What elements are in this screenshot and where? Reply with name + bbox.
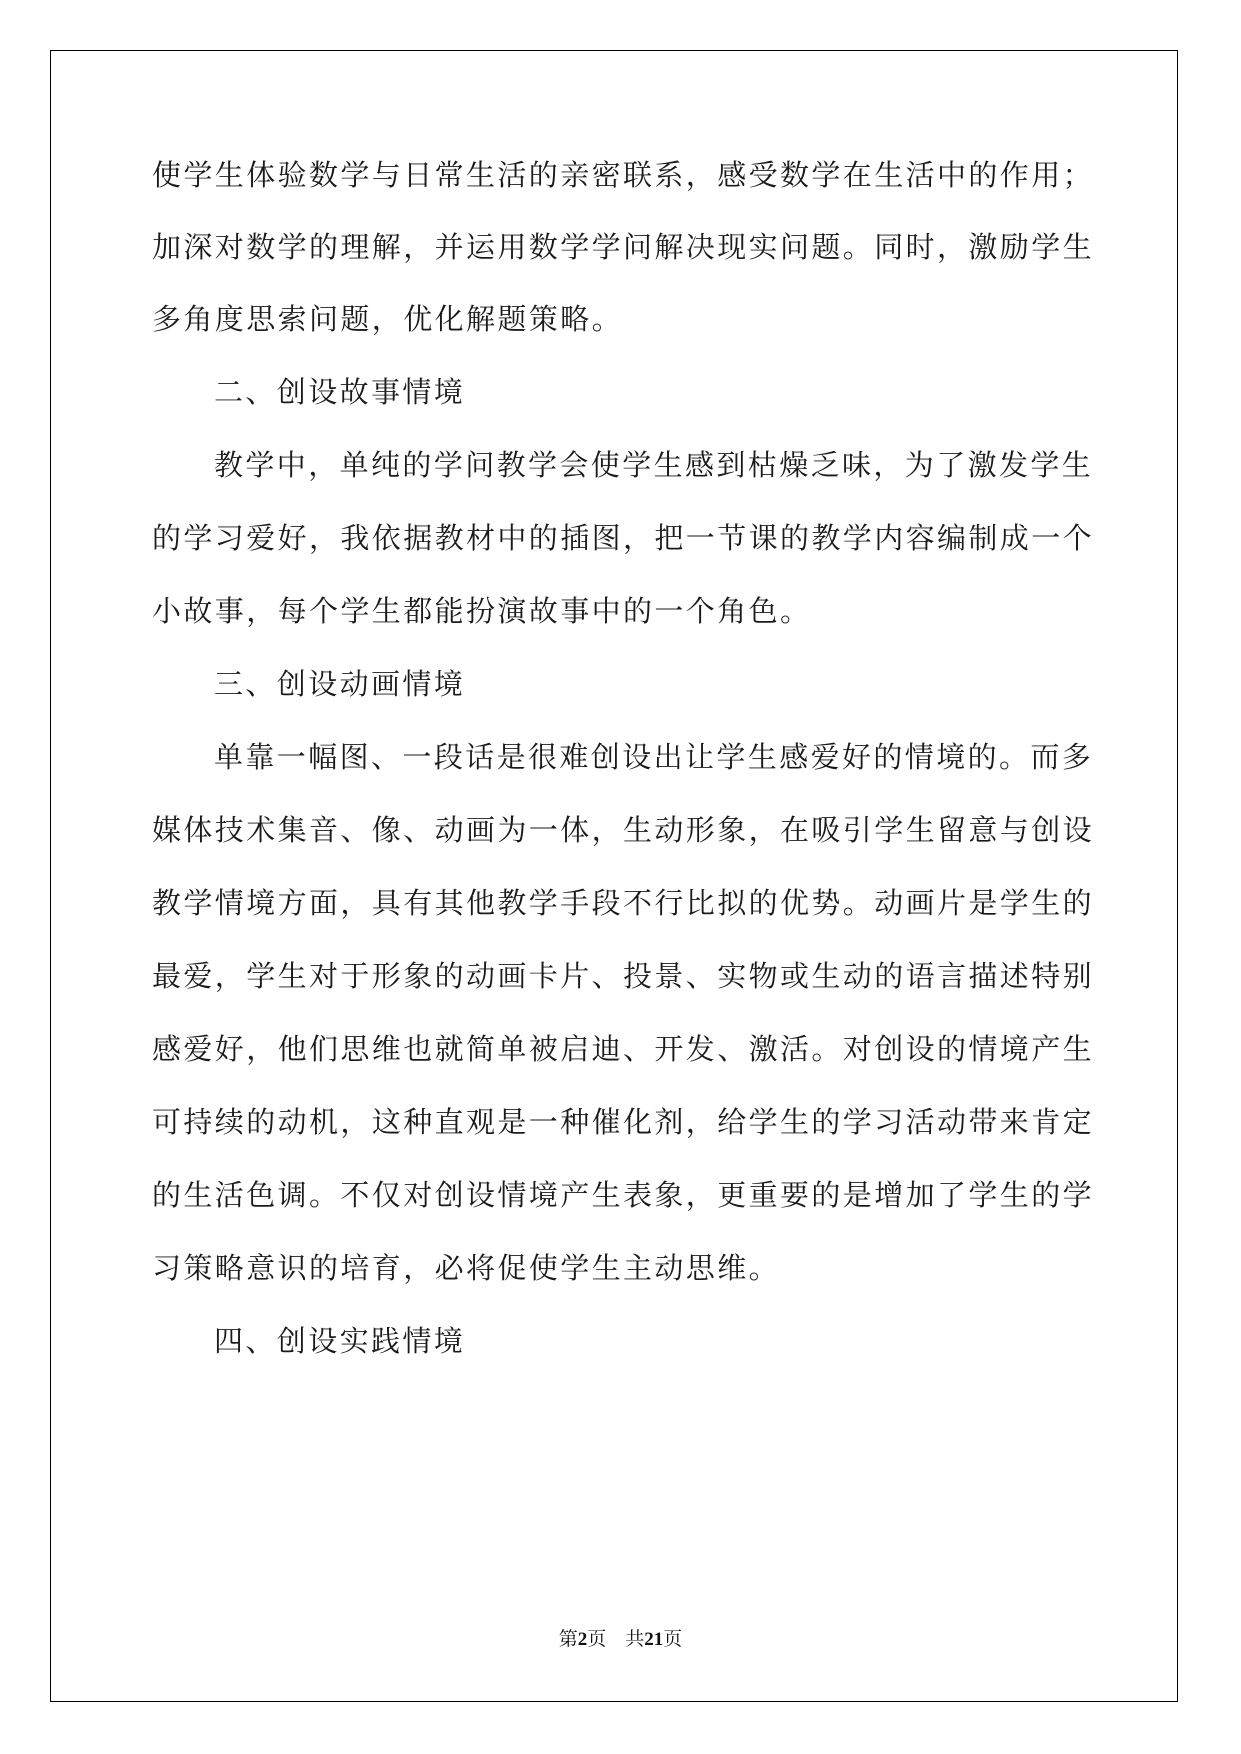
text-line: 最爱，学生对于形象的动画卡片、投景、实物或生动的语言描述特别: [152, 959, 1095, 993]
text-line: 习策略意识的培育，必将促使学生主动思维。: [152, 1251, 781, 1285]
section-heading: 四、创设实践情境: [214, 1324, 466, 1358]
text-line: 的学习爱好，我依据教材中的插图，把一节课的教学内容编制成一个: [152, 521, 1095, 555]
text-line: 小故事，每个学生都能扮演故事中的一个角色。: [152, 594, 812, 628]
total-page-count: 21: [644, 1629, 664, 1650]
text-line: 加深对数学的理解，并运用数学学问解决现实问题。同时，激励学生: [152, 230, 1095, 264]
text-line: 教学中，单纯的学问教学会使学生感到枯燥乏味，为了激发学生: [214, 448, 1094, 482]
page-border: [50, 50, 1178, 1702]
footer-suffix: 页: [663, 1628, 683, 1650]
text-line: 单靠一幅图、一段话是很难创设出让学生感爱好的情境的。而多: [214, 740, 1094, 774]
text-line: 的生活色调。不仅对创设情境产生表象，更重要的是增加了学生的学: [152, 1178, 1095, 1212]
text-line: 使学生体验数学与日常生活的亲密联系，感受数学在生活中的作用；: [152, 158, 1095, 192]
section-heading: 三、创设动画情境: [214, 667, 466, 701]
footer-prefix: 第: [558, 1628, 578, 1650]
current-page-number: 2: [577, 1629, 588, 1650]
text-line: 多角度思索问题，优化解题策略。: [152, 302, 624, 336]
page-footer: [0, 1624, 1241, 1651]
text-line: 可持续的动机，这种直观是一种催化剂，给学生的学习活动带来肯定: [152, 1105, 1095, 1139]
text-line: 感爱好，他们思维也就简单被启迪、开发、激活。对创设的情境产生: [152, 1032, 1095, 1066]
text-line: 媒体技术集音、像、动画为一体，生动形象，在吸引学生留意与创设: [152, 813, 1095, 847]
section-heading: 二、创设故事情境: [214, 375, 466, 409]
footer-middle: 页 共: [587, 1628, 645, 1650]
text-line: 教学情境方面，具有其他教学手段不行比拟的优势。动画片是学生的: [152, 886, 1095, 920]
